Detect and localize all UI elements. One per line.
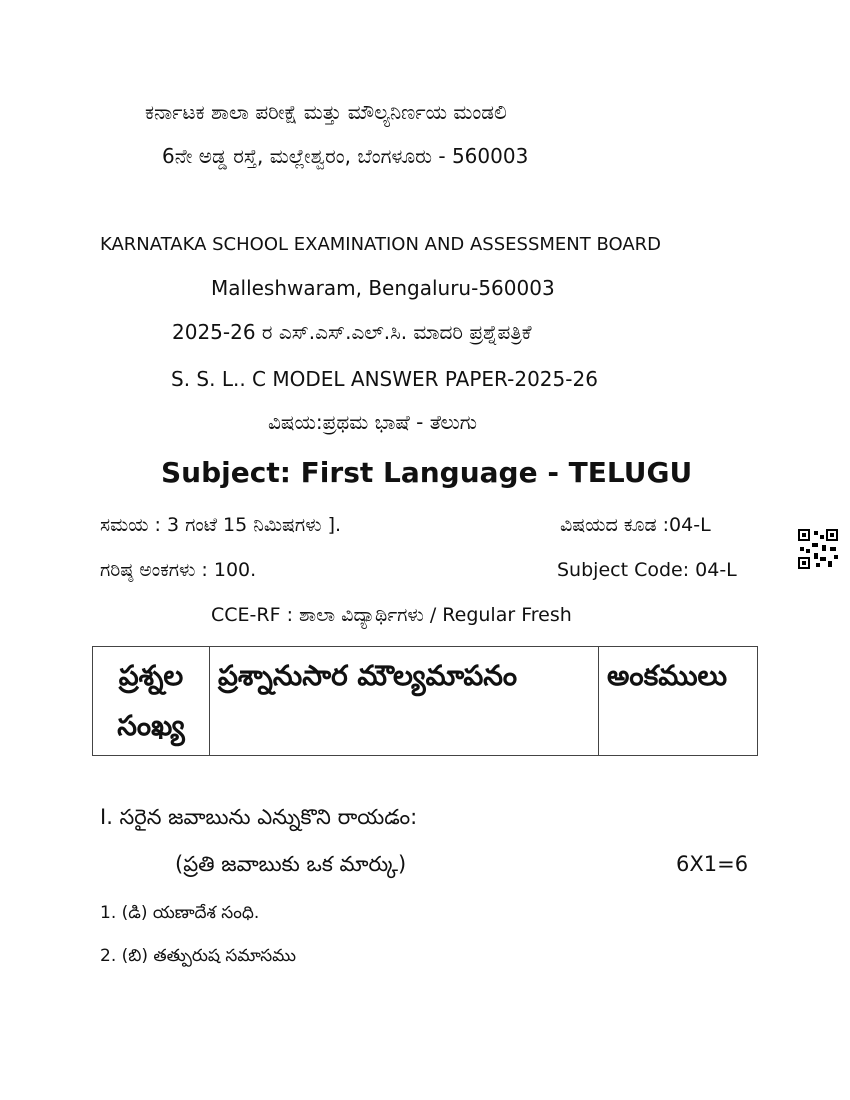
en-board-title: KARNATAKA SCHOOL EXAMINATION AND ASSESSMENT BOARD	[100, 234, 662, 255]
answer-number: 1.	[100, 903, 117, 923]
section-title: I. సరైన జవాబును ఎన్నుకొని రాయడం:	[100, 805, 418, 829]
max-marks: ಗರಿಷ್ಠ ಅಂಕಗಳು : 100.	[100, 559, 257, 581]
kn-paper-title: 2025-26 ರ ಎಸ್.ಎಸ್.ಎಲ್.ಸಿ. ಮಾದರಿ ಪ್ರಶ್ನೆಪತ್ರಿಕೆ	[172, 320, 532, 344]
en-board-address: Malleshwaram, Bengaluru-560003	[211, 276, 555, 300]
en-paper-title: S. S. L.. C MODEL ANSWER PAPER-2025-26	[171, 367, 598, 391]
answer-text: (డి) యణాదేశ సంధి.	[121, 903, 260, 923]
qr-code-icon	[798, 529, 838, 569]
list-item	[100, 946, 296, 970]
kn-subject: ವಿಷಯ:ಪ್ರಥಮ ಭಾಷೆ - ತೆಲುಗು	[268, 410, 477, 434]
page-title: Subject: First Language - TELUGU	[161, 456, 693, 489]
list-item	[100, 903, 259, 927]
section-marks: 6X1=6	[676, 852, 749, 876]
kn-board-title: ಕರ್ನಾಟಕ ಶಾಲಾ ಪರೀಕ್ಷೆ ಮತ್ತು ಮೌಲ್ಯನಿರ್ಣಯ ಮಂಡಲಿ	[145, 100, 507, 124]
question-number-header: ప్రశ్నల సంఖ్య	[93, 647, 210, 756]
en-subject-code: Subject Code: 04-L	[557, 559, 737, 581]
marks-header: అంకములు	[599, 647, 758, 756]
answer-number: 2.	[100, 946, 117, 966]
section-note: (ప్రతి జవాబుకు ఒక మార్కు)	[175, 852, 407, 876]
evaluation-header-table	[92, 646, 758, 756]
evaluation-header: ప్రశ్నానుసార మౌల్యమాపనం	[210, 647, 599, 756]
exam-time: ಸಮಯ : 3 ಗಂಟೆ 15 ನಿಮಿಷಗಳು ].	[100, 514, 342, 536]
cce-rf-line: CCE-RF : ಶಾಲಾ ವಿದ್ಯಾರ್ಥಿಗಳು / Regular Fresh	[211, 604, 572, 626]
kn-board-address: 6ನೇ ಅಡ್ಡ ರಸ್ತೆ, ಮಲ್ಲೇಶ್ವರಂ, ಬೆಂಗಳೂರು - 560003	[162, 144, 529, 168]
kn-subject-code: ವಿಷಯದ ಕೂಡ :04-L	[560, 514, 711, 536]
answer-text: (బి) తత్పురుష సమాసము	[121, 946, 297, 966]
